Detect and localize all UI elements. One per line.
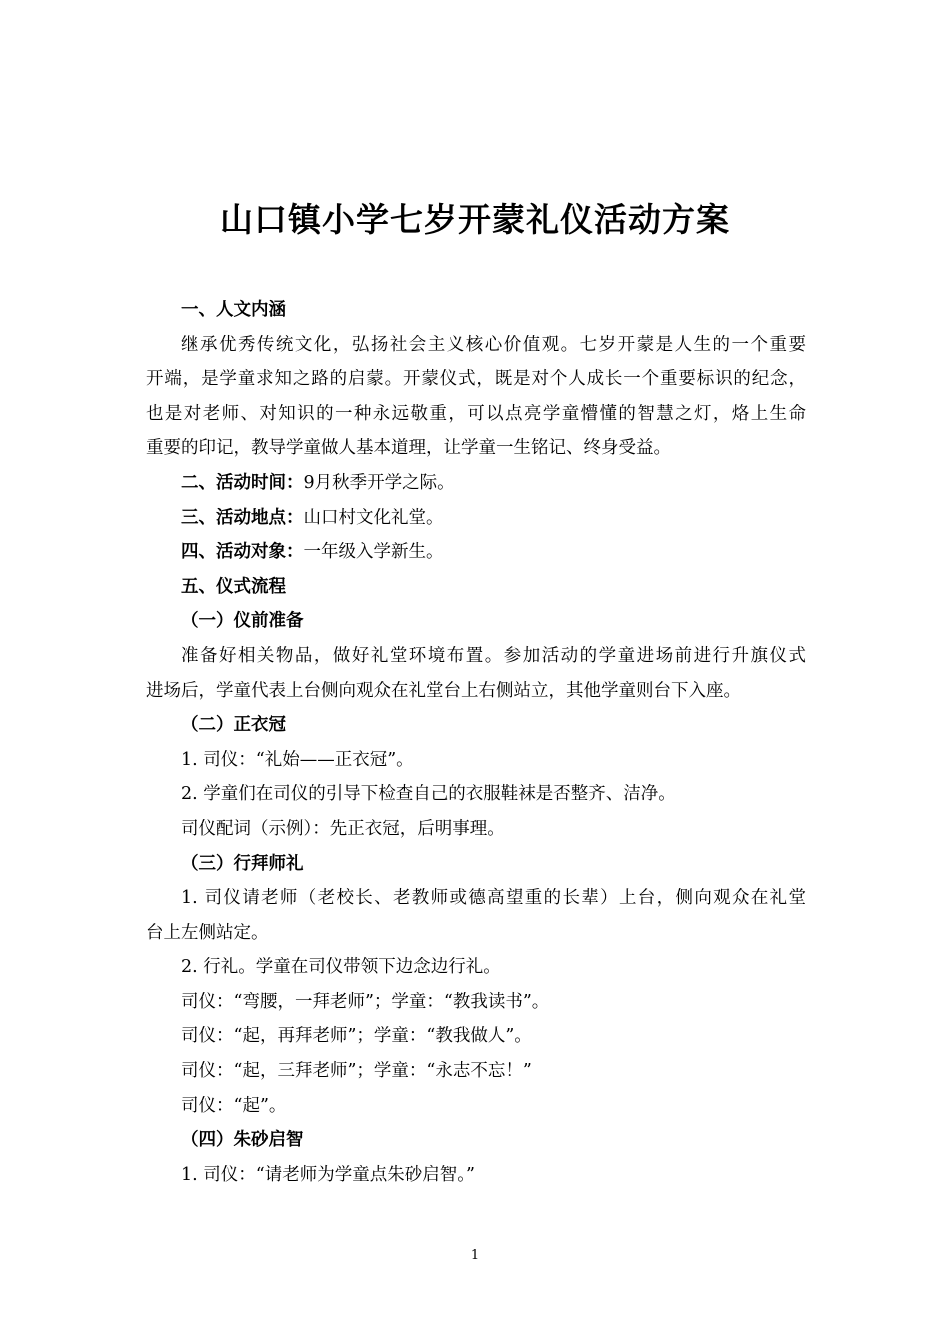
section-heading-ceremony: 五、仪式流程 (181, 576, 286, 597)
paragraph-line: 2. 行礼。学童在司仪带领下边念边行礼。 (181, 957, 501, 978)
subheading-cinnabar: （四）朱砂启智 (181, 1130, 304, 1151)
document-title: 山口镇小学七岁开蒙礼仪活动方案 (220, 200, 730, 239)
subheading-preparation: （一）仪前准备 (181, 611, 304, 632)
activity-audience (146, 535, 806, 570)
activity-audience-label: 四、活动对象： (181, 542, 304, 563)
activity-audience-value: 一年级入学新生。 (303, 542, 444, 563)
page-number: 1 (470, 1248, 480, 1263)
activity-location-label: 三、活动地点： (181, 507, 304, 528)
subheading-dress: （二）正衣冠 (181, 715, 286, 736)
paragraph-line: 1. 司仪：“请老师为学童点朱砂启智。” (181, 1164, 475, 1185)
paragraph-line: 1. 司仪请老师（老校长、老教师或德高望重的长辈）上台，侧向观众在礼堂 (181, 888, 806, 909)
activity-time-value: 9月秋季开学之际。 (303, 472, 455, 493)
paragraph-line: 准备好相关物品，做好礼堂环境布置。参加活动的学童进场前进行升旗仪式 (181, 645, 806, 666)
paragraph-line: 司仪：“起，三拜老师”；学童：“永志不忘！” (181, 1061, 532, 1082)
paragraph-line: 进场后，学童代表上台侧向观众在礼堂台上右侧站立，其他学童则台下入座。 (146, 680, 741, 701)
paragraph-line: 司仪配词（示例）：先正衣冠，后明事理。 (181, 818, 505, 839)
paragraph-line: 司仪：“起，再拜老师”；学童：“教我做人”。 (181, 1026, 532, 1047)
subheading-teacher-bow: （三）行拜师礼 (181, 853, 304, 874)
section-heading-humanistic: 一、人文内涵 (181, 300, 286, 320)
paragraph-line: 也是对老师、对知识的一种永远敬重，可以点亮学童懵懂的智慧之灯，烙上生命 (146, 403, 806, 424)
paragraph-line: 开端，是学童求知之路的启蒙。开蒙仪式，既是对个人成长一个重要标识的纪念， (146, 369, 806, 390)
paragraph-line: 重要的印记，教导学童做人基本道理，让学童一生铭记、终身受益。 (146, 438, 671, 459)
paragraph-line: 2. 学童们在司仪的引导下检查自己的衣服鞋袜是否整齐、洁净。 (181, 784, 676, 805)
document-body (146, 293, 806, 1192)
paragraph-line: 继承优秀传统文化，弘扬社会主义核心价值观。七岁开蒙是人生的一个重要 (181, 334, 806, 355)
paragraph-line: 台上左侧站定。 (146, 922, 269, 943)
paragraph-line: 司仪：“弯腰，一拜老师”；学童：“教我读书”。 (181, 991, 550, 1012)
activity-location (146, 501, 806, 536)
activity-location-value: 山口村文化礼堂。 (303, 507, 444, 528)
paragraph-line: 1. 司仪：“礼始——正衣冠”。 (181, 749, 414, 770)
paragraph-line: 司仪：“起”。 (181, 1095, 287, 1116)
activity-time (146, 466, 806, 501)
activity-time-label: 二、活动时间： (181, 472, 304, 493)
